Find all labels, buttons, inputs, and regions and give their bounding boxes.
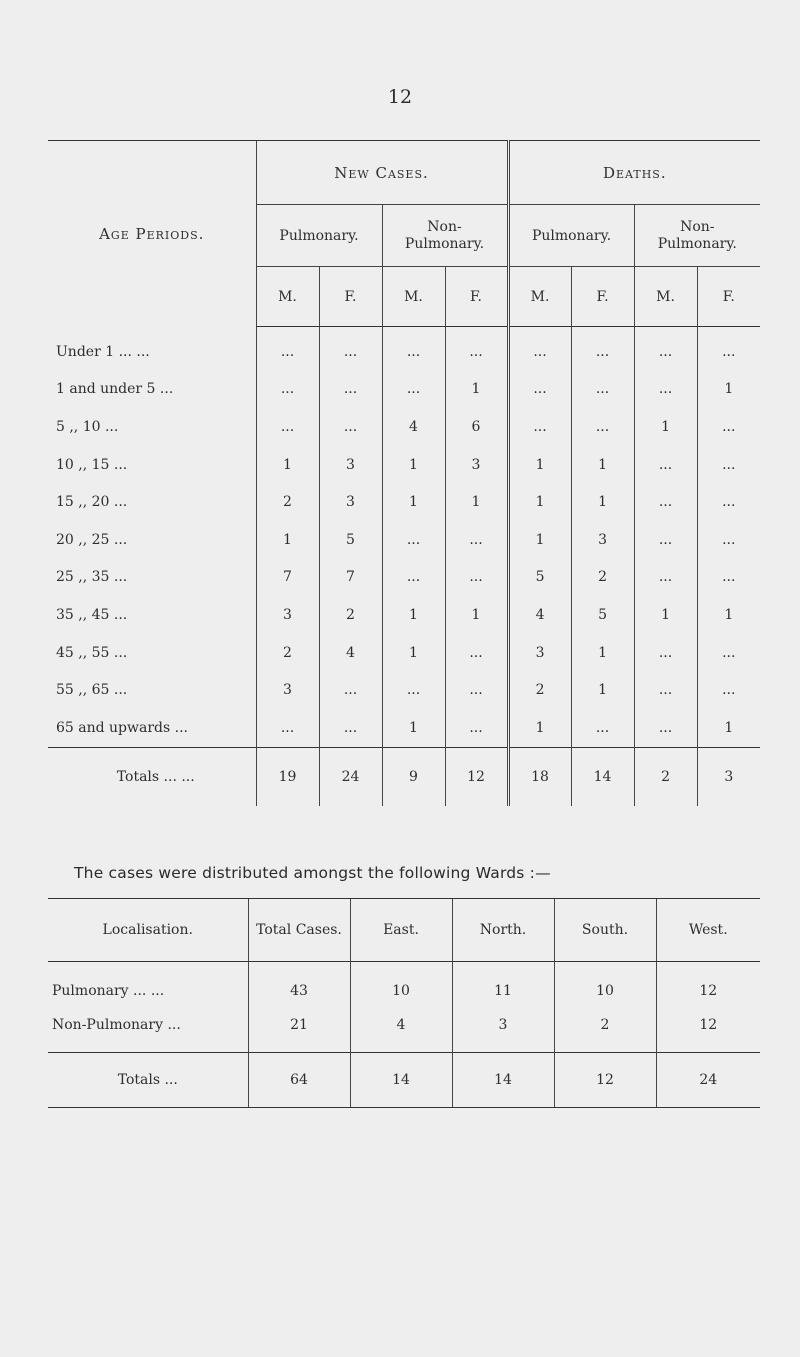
table-cell: ...	[697, 671, 760, 709]
table-cell: 1	[256, 521, 319, 559]
table-cell: 1	[571, 446, 634, 484]
table-cell: 3	[319, 446, 382, 484]
ward-totals-cell: 24	[656, 1053, 760, 1108]
ward-totals-cell: 14	[350, 1053, 452, 1108]
page-number: 12	[387, 86, 413, 108]
table-cell: ...	[508, 371, 571, 409]
table-cell: ...	[634, 634, 697, 672]
table-cell: ...	[508, 408, 571, 446]
localisation-label: Non-Pulmonary ...	[52, 1017, 181, 1033]
ward-totals-cell: 64	[248, 1053, 350, 1108]
table-row	[48, 327, 760, 371]
table-cell: 6	[445, 408, 508, 446]
table-cell: 1	[508, 483, 571, 521]
age-period-label: 45 ,, 55 ...	[56, 644, 128, 661]
table-row	[48, 709, 760, 747]
table-cell: 2	[256, 483, 319, 521]
table-cell: ...	[697, 446, 760, 484]
table-cell: 1	[508, 709, 571, 747]
table-cell: ...	[697, 408, 760, 446]
deaths-header: Deaths.	[508, 141, 760, 205]
totals-cell: 24	[319, 747, 382, 806]
table-cell: 5	[508, 559, 571, 597]
table-cell: ...	[571, 709, 634, 747]
table-cell: ...	[697, 327, 760, 371]
age-period-label: 35 ,, 45 ...	[56, 606, 128, 623]
table-row	[48, 634, 760, 672]
table-cell: 43	[248, 962, 350, 1009]
table-cell: 1	[508, 446, 571, 484]
sex-m-header: M.	[508, 267, 571, 327]
table-cell: ...	[445, 709, 508, 747]
table-row	[48, 446, 760, 484]
new-non-pulmonary-header: Non-Pulmonary.	[382, 205, 508, 267]
table-cell: ...	[634, 446, 697, 484]
totals-cell: 14	[571, 747, 634, 806]
table-cell: ...	[256, 371, 319, 409]
age-period-label: 15 ,, 20 ...	[56, 494, 128, 511]
table-cell: 3	[508, 634, 571, 672]
sex-f-header: F.	[319, 267, 382, 327]
table-row	[48, 1008, 760, 1053]
tuberculosis-age-table	[48, 140, 760, 806]
table-cell: 1	[571, 671, 634, 709]
table-cell: ...	[319, 671, 382, 709]
table-cell: 1	[697, 709, 760, 747]
table-cell: ...	[256, 327, 319, 371]
table-cell: ...	[382, 559, 445, 597]
table-cell: 11	[452, 962, 554, 1009]
deaths-non-pulmonary-header: Non-Pulmonary.	[634, 205, 760, 267]
age-period-label: 65 and upwards ...	[56, 719, 188, 736]
table-cell: 1	[382, 634, 445, 672]
table-cell: 3	[256, 671, 319, 709]
ward-totals-cell: 14	[452, 1053, 554, 1108]
north-header: North.	[452, 899, 554, 962]
table-cell: ...	[508, 327, 571, 371]
table-cell: 1	[382, 596, 445, 634]
table-cell: ...	[319, 408, 382, 446]
new-cases-header: New Cases.	[256, 141, 508, 205]
total-cases-header: Total Cases.	[248, 899, 350, 962]
table-cell: 7	[319, 559, 382, 597]
table-cell: 1	[382, 446, 445, 484]
table-cell: ...	[697, 483, 760, 521]
table-cell: 3	[256, 596, 319, 634]
sex-m-header: M.	[634, 267, 697, 327]
table-cell: 1	[508, 521, 571, 559]
table-cell: ...	[634, 559, 697, 597]
age-period-label: 5 ,, 10 ...	[56, 418, 119, 435]
totals-cell: 3	[697, 747, 760, 806]
table-row	[48, 521, 760, 559]
table-cell: 1	[634, 408, 697, 446]
table-row	[48, 408, 760, 446]
table-cell: ...	[382, 671, 445, 709]
table-cell: 12	[656, 1008, 760, 1053]
table-cell: 2	[319, 596, 382, 634]
sex-f-header: F.	[697, 267, 760, 327]
age-period-label: 1 and under 5 ...	[56, 381, 174, 398]
table-cell: ...	[445, 327, 508, 371]
west-header: West.	[656, 899, 760, 962]
table-cell: ...	[382, 327, 445, 371]
localisation-label: Pulmonary ... ...	[52, 983, 165, 999]
table-cell: 1	[697, 596, 760, 634]
ward-totals-cell: 12	[554, 1053, 656, 1108]
table-cell: 2	[256, 634, 319, 672]
table-cell: 2	[554, 1008, 656, 1053]
ward-totals-label: Totals ...	[48, 1053, 248, 1108]
table-cell: 21	[248, 1008, 350, 1053]
table-cell: 4	[508, 596, 571, 634]
table-cell: ...	[634, 709, 697, 747]
totals-cell: 12	[445, 747, 508, 806]
table-cell: 4	[350, 1008, 452, 1053]
table-cell: ...	[256, 408, 319, 446]
table-cell: 10	[554, 962, 656, 1009]
table-cell: ...	[634, 521, 697, 559]
totals-cell: 19	[256, 747, 319, 806]
table-cell: 5	[319, 521, 382, 559]
totals-cell: 18	[508, 747, 571, 806]
table-cell: 1	[571, 483, 634, 521]
table-cell: ...	[382, 521, 445, 559]
localisation-header: Localisation.	[48, 899, 248, 962]
age-period-label: 20 ,, 25 ...	[56, 531, 128, 548]
table-cell: ...	[319, 371, 382, 409]
table-cell: ...	[445, 559, 508, 597]
table-cell: 4	[382, 408, 445, 446]
table-row	[48, 962, 760, 1009]
table-cell: ...	[697, 634, 760, 672]
table-cell: ...	[256, 709, 319, 747]
table-cell: ...	[571, 408, 634, 446]
table-cell: ...	[445, 671, 508, 709]
totals-cell: 9	[382, 747, 445, 806]
sex-f-header: F.	[445, 267, 508, 327]
table-cell: ...	[571, 327, 634, 371]
sex-f-header: F.	[571, 267, 634, 327]
table-cell: ...	[697, 559, 760, 597]
table-cell: ...	[634, 371, 697, 409]
table-cell: 3	[445, 446, 508, 484]
table-cell: ...	[634, 327, 697, 371]
table-cell: 1	[697, 371, 760, 409]
east-header: East.	[350, 899, 452, 962]
table-row	[48, 671, 760, 709]
table-cell: ...	[445, 634, 508, 672]
south-header: South.	[554, 899, 656, 962]
table-cell: 1	[634, 596, 697, 634]
table-cell: 2	[508, 671, 571, 709]
totals-cell: 2	[634, 747, 697, 806]
table-cell: ...	[634, 671, 697, 709]
table-cell: 12	[656, 962, 760, 1009]
table-cell: 1	[382, 483, 445, 521]
age-period-label: 10 ,, 15 ...	[56, 456, 128, 473]
table-cell: ...	[634, 483, 697, 521]
table-cell: ...	[697, 521, 760, 559]
age-period-label: 25 ,, 35 ...	[56, 569, 128, 586]
table-cell: 3	[319, 483, 382, 521]
table-cell: 1	[445, 371, 508, 409]
age-period-label: 55 ,, 65 ...	[56, 682, 128, 699]
age-period-label: Under 1 ... ...	[56, 343, 150, 360]
table-cell: 2	[571, 559, 634, 597]
new-pulmonary-header: Pulmonary.	[256, 205, 382, 267]
table-cell: 1	[445, 596, 508, 634]
table-cell: ...	[319, 327, 382, 371]
table-cell: 10	[350, 962, 452, 1009]
table-cell: ...	[319, 709, 382, 747]
table-cell: 1	[445, 483, 508, 521]
distribution-caption: The cases were distributed amongst the following Wards :—	[74, 864, 551, 882]
sex-m-header: M.	[382, 267, 445, 327]
table-cell: ...	[445, 521, 508, 559]
table-row	[48, 596, 760, 634]
deaths-pulmonary-header: Pulmonary.	[508, 205, 634, 267]
table-cell: 7	[256, 559, 319, 597]
table-cell: 4	[319, 634, 382, 672]
table-cell: 1	[571, 634, 634, 672]
table-cell: ...	[382, 371, 445, 409]
age-periods-header: Age Periods.	[48, 141, 256, 327]
totals-label: Totals ... ...	[48, 747, 256, 806]
wards-table	[48, 898, 760, 1108]
table-cell: 1	[256, 446, 319, 484]
table-cell: 5	[571, 596, 634, 634]
table-cell: 3	[571, 521, 634, 559]
table-row	[48, 483, 760, 521]
table-cell: ...	[571, 371, 634, 409]
sex-m-header: M.	[256, 267, 319, 327]
table-cell: 3	[452, 1008, 554, 1053]
table-row	[48, 559, 760, 597]
table-cell: 1	[382, 709, 445, 747]
table-row	[48, 371, 760, 409]
